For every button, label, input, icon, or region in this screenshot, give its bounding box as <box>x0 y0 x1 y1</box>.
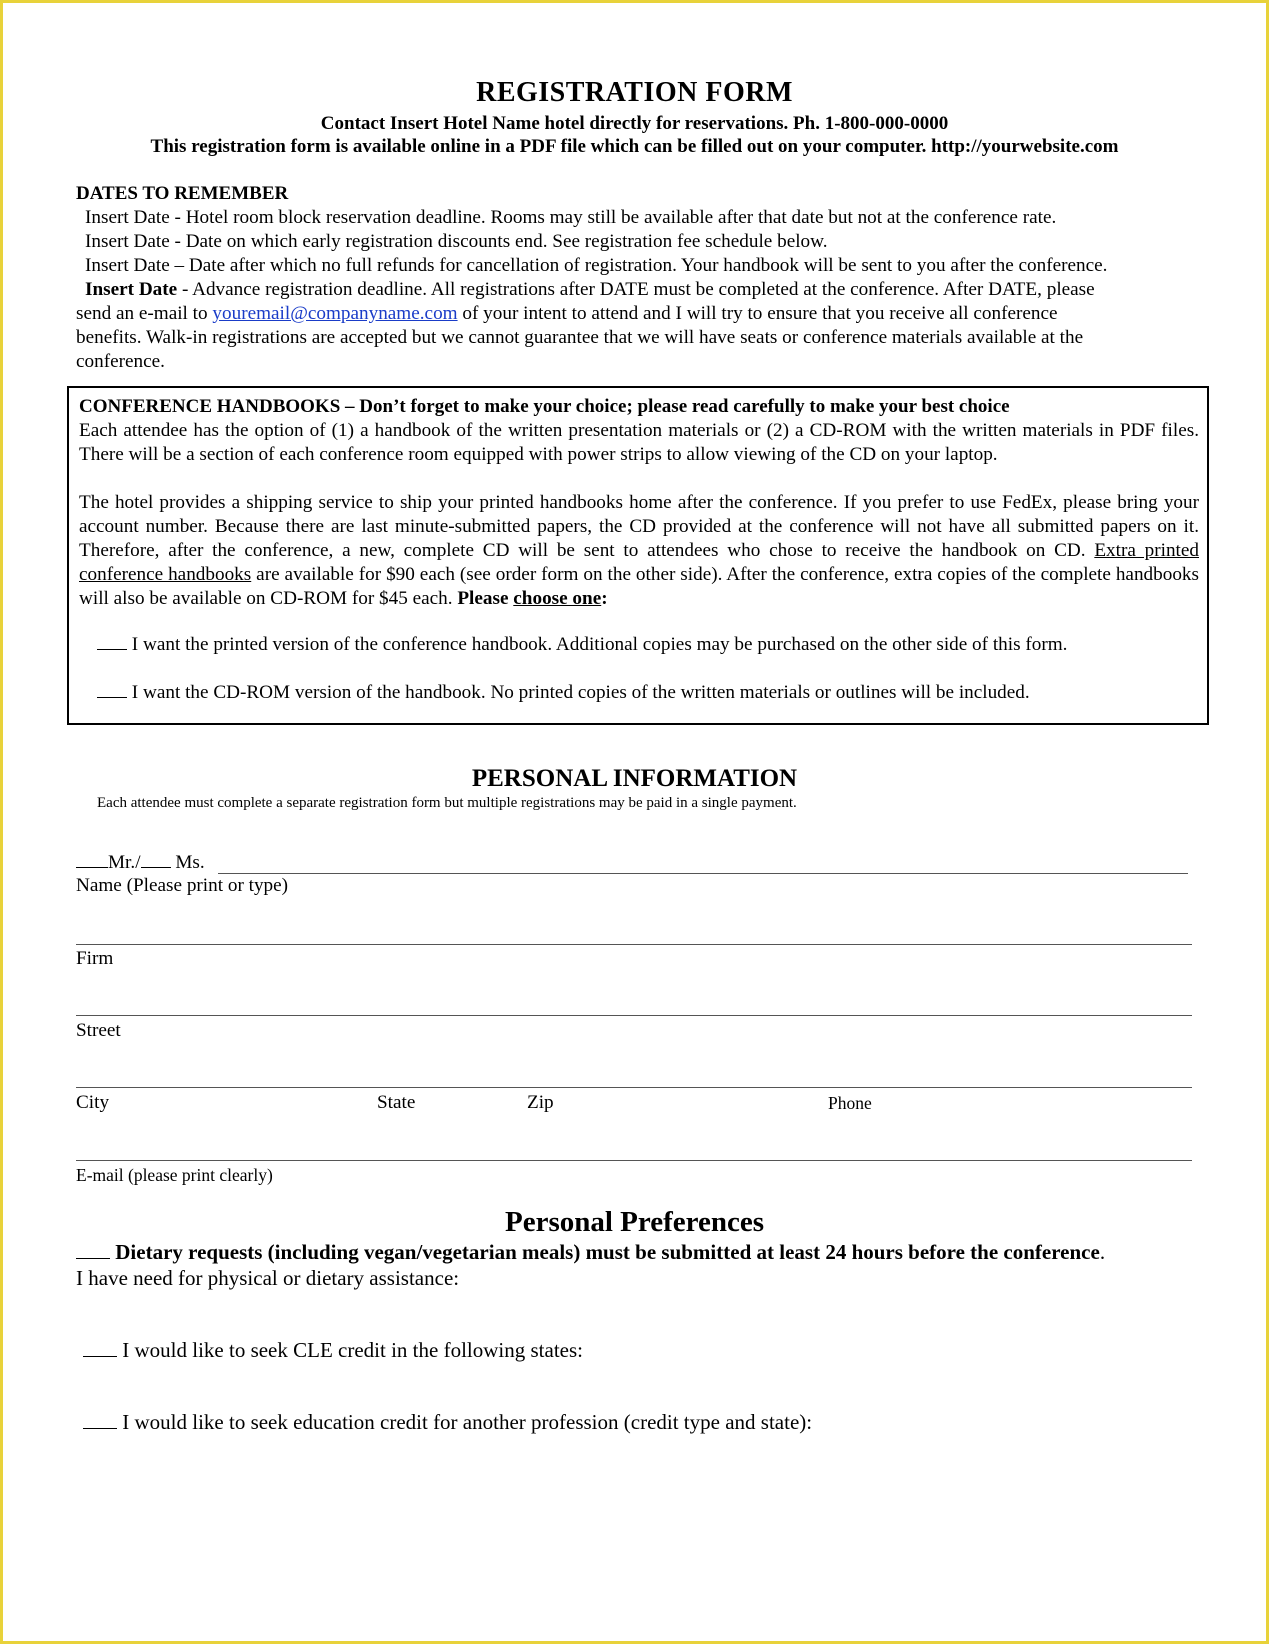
date-line-hotel: Insert Date - Hotel room block reservation deadline. Rooms may still be available after that date but not at the conference rate. <box>85 207 1057 228</box>
education-label: I would like to seek education credit for another profession (credit type and state): <box>122 1410 813 1434</box>
date-line-advance <box>85 279 1095 301</box>
form-title: REGISTRATION FORM <box>476 77 793 108</box>
preferences-title: Personal Preferences <box>504 1206 765 1238</box>
dates-heading: DATES TO REMEMBER <box>76 183 289 204</box>
cdrom-option-label: I want the CD-ROM version of the handbook. No printed copies of the written materials or outlines will be included. <box>131 682 1030 703</box>
choose-colon: : <box>601 588 608 609</box>
cle-line <box>83 1338 583 1363</box>
cdrom-option <box>97 682 1030 704</box>
city-input-line[interactable] <box>76 1087 1192 1088</box>
email-input-line[interactable] <box>76 1160 1192 1161</box>
personal-info-note: Each attendee must complete a separate registration form but multiple registrations may be paid in a single payment. <box>97 795 797 811</box>
cle-blank[interactable] <box>83 1356 117 1357</box>
handbook-para-2-text-b: are available for $90 each (see order form on the other side). After the conference, extra copies of the complete handbooks will also be available on CD-ROM for $45 each. <box>79 564 1199 609</box>
city-label: City <box>76 1092 110 1113</box>
printed-option-blank[interactable] <box>97 649 127 650</box>
firm-input-line[interactable] <box>76 944 1192 945</box>
firm-label: Firm <box>76 948 114 969</box>
handbook-para-1: Each attendee has the option of (1) a handbook of the written presentation materials or (2) a CD-ROM with the written materials in PDF files. There will be a section of each conference room equipped with power strips to allow viewing of the CD on your laptop. <box>79 420 1199 465</box>
handbook-box <box>67 386 1209 725</box>
state-label: State <box>377 1092 416 1113</box>
email-link[interactable]: youremail@companyname.com <box>212 303 458 324</box>
date-line-refund: Insert Date – Date after which no full refunds for cancellation of registration. Your handbook will be sent to you after the conference. <box>85 255 1108 276</box>
ms-blank[interactable] <box>141 867 171 868</box>
name-input-line[interactable] <box>218 873 1188 874</box>
printed-option <box>97 634 1067 656</box>
education-blank[interactable] <box>83 1428 117 1429</box>
choose-one-text: choose one <box>513 588 602 609</box>
email-post-text: of your intent to attend and I will try to ensure that you receive all conference <box>457 303 1058 324</box>
education-line <box>83 1410 812 1435</box>
date-line-early: Insert Date - Date on which early registration discounts end. See registration fee schedule below. <box>85 231 828 252</box>
printed-option-label: I want the printed version of the conference handbook. Additional copies may be purchased on the other side of this form. <box>131 634 1068 655</box>
assistance-line: I have need for physical or dietary assistance: <box>76 1266 460 1290</box>
cle-label: I would like to seek CLE credit in the following states: <box>122 1338 583 1362</box>
online-line: This registration form is available online in a PDF file which can be filled out on your computer. http://yourwebsite.com <box>150 136 1119 157</box>
date-line-benefits: benefits. Walk-in registrations are accepted but we cannot guarantee that we will have seats or conference materials available at the <box>76 327 1084 348</box>
dietary-line <box>76 1240 1105 1265</box>
dietary-blank[interactable] <box>76 1258 110 1259</box>
handbook-para-2-text-a: The hotel provides a shipping service to ship your printed handbooks home after the conference. If you prefer to use FedEx, please bring your account number. Because there are last minute-submitted papers, the CD provided at the conference will not have all submitted papers on it. Therefore, after the conference, a new, complete CD will be sent to attendees who chose to receive the handbook on CD. <box>79 492 1199 561</box>
zip-label: Zip <box>527 1092 554 1113</box>
advance-date-text: - Advance registration deadline. All registrations after DATE must be completed at the conference. After DATE, please <box>177 279 1095 300</box>
cdrom-option-blank[interactable] <box>97 697 127 698</box>
personal-info-title: PERSONAL INFORMATION <box>471 765 798 792</box>
extra-handbooks-link: Extra printed conference handbooks <box>79 540 1199 585</box>
street-input-line[interactable] <box>76 1015 1192 1016</box>
name-label: Name (Please print or type) <box>76 875 289 896</box>
mr-blank[interactable] <box>76 867 108 868</box>
phone-label: Phone <box>828 1093 872 1113</box>
date-line-conference: conference. <box>76 351 165 372</box>
email-pre-text: send an e-mail to <box>76 303 213 324</box>
handbook-heading: CONFERENCE HANDBOOKS – Don’t forget to make your choice; please read carefully to make your best choice <box>79 396 1010 417</box>
salutation-row <box>76 852 205 874</box>
handbook-para-2 <box>79 491 1199 611</box>
ms-label: Ms. <box>175 852 205 873</box>
please-text: Please <box>457 588 514 609</box>
dietary-text: Dietary requests (including vegan/vegetarian meals) must be submitted at least 24 hours before the conference <box>115 1240 1100 1264</box>
contact-line: Contact Insert Hotel Name hotel directly for reservations. Ph. 1-800-000-0000 <box>320 113 949 134</box>
advance-date-label: Insert Date <box>85 279 178 300</box>
dietary-period: . <box>1099 1240 1106 1264</box>
email-field-label: E-mail (please print clearly) <box>76 1165 273 1185</box>
date-line-email <box>76 303 1058 325</box>
mr-label: Mr./ <box>108 852 141 873</box>
street-label: Street <box>76 1020 121 1041</box>
